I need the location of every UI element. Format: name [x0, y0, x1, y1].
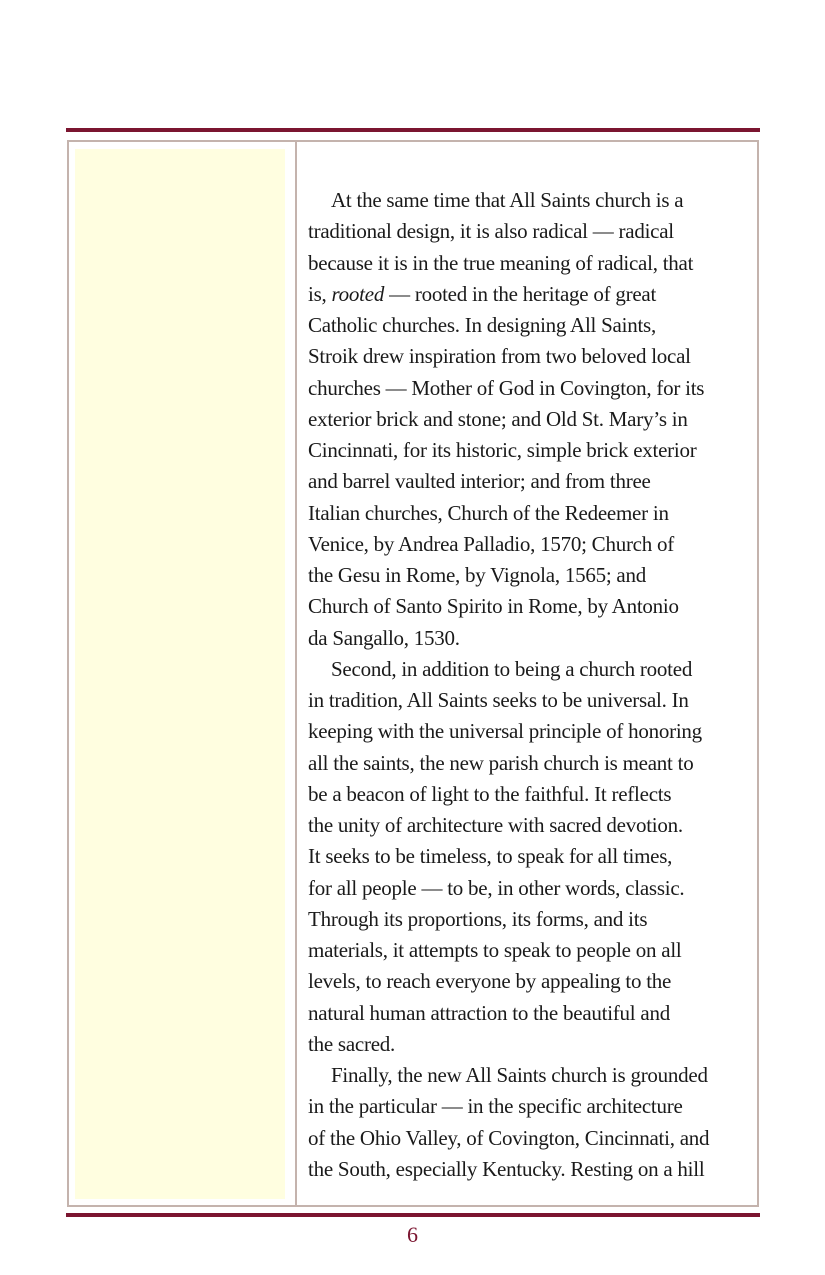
text-line: in the particular — in the specific architecture: [308, 1094, 683, 1119]
text-line: churches — Mother of God in Covington, for its: [308, 375, 705, 400]
text-line: of the Ohio Valley, of Covington, Cincinnati, and: [308, 1125, 710, 1150]
paragraph-first-line: Second, in addition to being a church rooted: [331, 656, 693, 681]
text-line: keeping with the universal principle of honoring: [308, 719, 702, 744]
text-line: Italian churches, Church of the Redeemer in: [308, 500, 669, 525]
sidebar-panel: [75, 149, 285, 1199]
text-line: materials, it attempts to speak to people on all: [308, 938, 682, 962]
text-line: da Sangallo, 1530.: [308, 625, 460, 650]
text-run: — rooted in the heritage of great: [384, 281, 657, 306]
text-line: [308, 279, 756, 310]
text-line: traditional design, it is also radical — radical: [308, 219, 674, 244]
text-line: for all people — to be, in other words, classic.: [308, 875, 685, 900]
text-line: in tradition, All Saints seeks to be universal. In: [308, 688, 689, 712]
text-line: the unity of architecture with sacred devotion.: [308, 813, 683, 837]
text-line: Through its proportions, its forms, and its: [308, 906, 648, 931]
paragraph-first-line: Finally, the new All Saints church is grounded: [331, 1063, 708, 1087]
text-line: the sacred.: [308, 1031, 396, 1056]
top-rule: [66, 128, 760, 132]
text-line: Cincinnati, for its historic, simple brick exterior: [308, 438, 697, 462]
bottom-rule: [66, 1213, 760, 1217]
text-line: Church of Santo Spirito in Rome, by Antonio: [308, 594, 679, 619]
text-line: the South, especially Kentucky. Resting on a hill: [308, 1156, 705, 1181]
column-divider: [295, 140, 297, 1207]
text-line: natural human attraction to the beautiful and: [308, 1000, 670, 1025]
emphasis-text: rooted: [331, 281, 385, 306]
paragraph-first-line: At the same time that All Saints church is a: [331, 188, 684, 212]
text-line: because it is in the true meaning of radical, that: [308, 250, 694, 275]
text-line: all the saints, the new parish church is meant to: [308, 750, 694, 775]
text-line: Stroik drew inspiration from two beloved local: [308, 344, 691, 369]
body-text-column: [308, 185, 756, 1185]
text-line: be a beacon of light to the faithful. It reflects: [308, 781, 672, 806]
page-number: 6: [407, 1222, 418, 1247]
text-run: is,: [308, 281, 332, 306]
text-line: levels, to reach everyone by appealing to the: [308, 969, 672, 994]
text-line: the Gesu in Rome, by Vignola, 1565; and: [308, 563, 646, 587]
text-line: and barrel vaulted interior; and from three: [308, 469, 651, 494]
text-line: exterior brick and stone; and Old St. Mary’s in: [308, 406, 688, 431]
text-line: Catholic churches. In designing All Saints,: [308, 313, 656, 337]
text-line: It seeks to be timeless, to speak for all times,: [308, 844, 673, 869]
text-line: Venice, by Andrea Palladio, 1570; Church of: [308, 531, 674, 556]
